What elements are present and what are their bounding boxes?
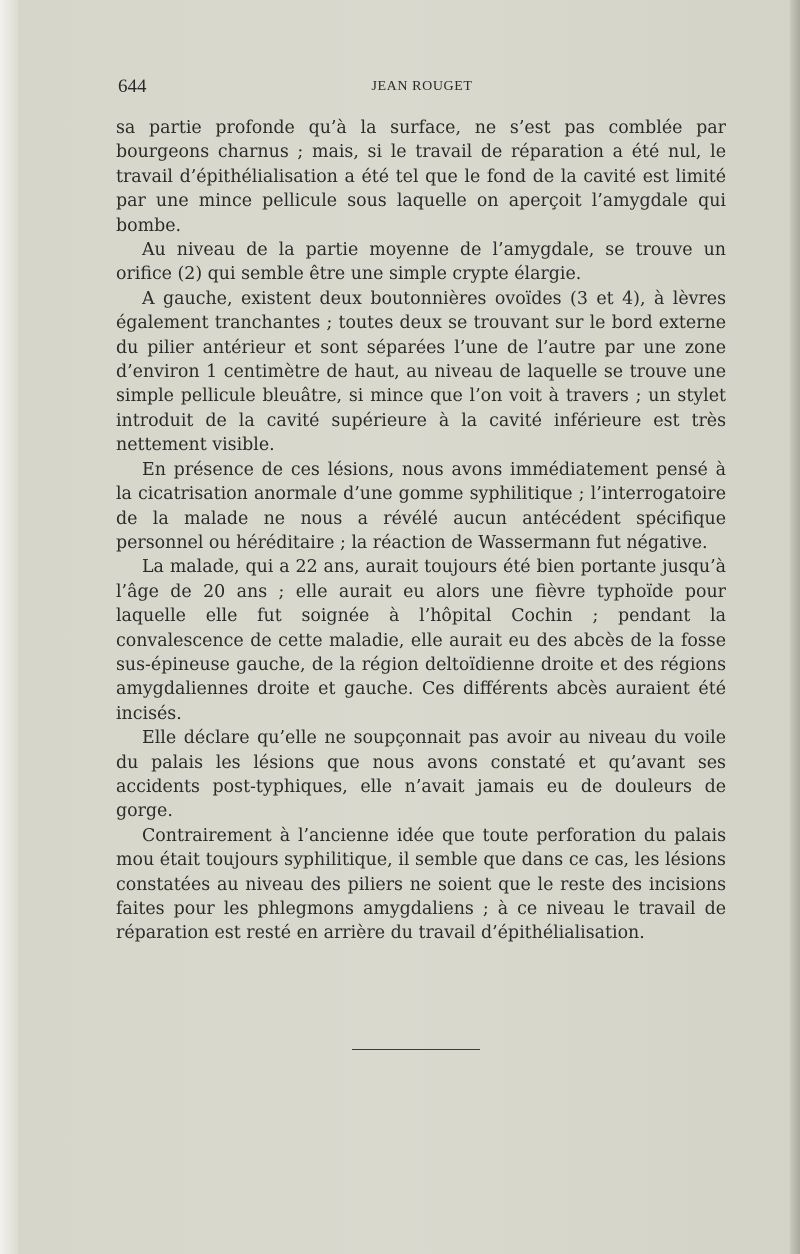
paragraph: En présence de ces lésions, nous avons immédiatement pensé à la cicatrisation anormale d’une gomme syphilitique ; l’interrogatoire de la malade ne nous a révélé aucun antécédent spécifique personnel ou héréditaire ; la réaction de Wassermann fut négative. — [116, 459, 726, 553]
page-number: 644 — [118, 76, 147, 97]
end-rule — [352, 1049, 480, 1050]
page-left-edge — [0, 0, 18, 1254]
paragraph: Elle déclare qu’elle ne soupçonnait pas avoir au niveau du voile du palais les lésions que nous avons constaté et qu’avant ses accidents post-typhiques, elle n’avait jamais eu de douleurs de gorge. — [116, 728, 726, 822]
paragraph: Au niveau de la partie moyenne de l’amygdale, se trouve un orifice (2) qui semble être une simple crypte élargie. — [116, 240, 726, 285]
running-head: JEAN ROUGET — [371, 79, 473, 94]
page-right-edge — [790, 0, 800, 1254]
page-header — [118, 76, 726, 98]
paragraph: Contrairement à l’ancienne idée que toute perforation du palais mou était toujours syphilitique, il semble que dans ce cas, les lésions constatées au niveau des piliers ne soient que le reste des incisions faites pour les phlegmons amygdaliens ; à ce niveau le travail de réparation est resté en arrière du travail d’épithélialisation. — [116, 825, 726, 944]
paragraph: La malade, qui a 22 ans, aurait toujours été bien portante jusqu’à l’âge de 20 ans ; elle aurait eu alors une fièvre typhoïde pour laquelle elle fut soignée à l’hôpital Cochin ; pendant la convalescence de cette maladie, elle aurait eu des abcès de la fosse sus-épineuse gauche, de la région deltoïdienne droite et des régions amygdaliennes droite et gauche. Ces différents abcès auraient été incisés. — [116, 557, 726, 724]
body-text — [116, 116, 726, 946]
paragraph: sa partie profonde qu’à la surface, ne s’est pas comblée par bourgeons charnus ; mais, si le travail de réparation a été nul, le travail d’épithélialisation a été tel que le fond de la cavité est limité par une mince pellicule sous laquelle on aperçoit l’amygdale qui bombe. — [116, 118, 726, 236]
paragraph: A gauche, existent deux boutonnières ovoïdes (3 et 4), à lèvres également tranchantes ; toutes deux se trouvant sur le bord externe du pilier antérieur et sont séparées l’une de l’autre par une zone d’environ 1 centimètre de haut, au niveau de laquelle se trouve une simple pellicule bleuâtre, si mince que l’on voit à travers ; un stylet introduit de la cavité supérieure à la cavité inférieure est très nettement visible. — [116, 288, 726, 456]
